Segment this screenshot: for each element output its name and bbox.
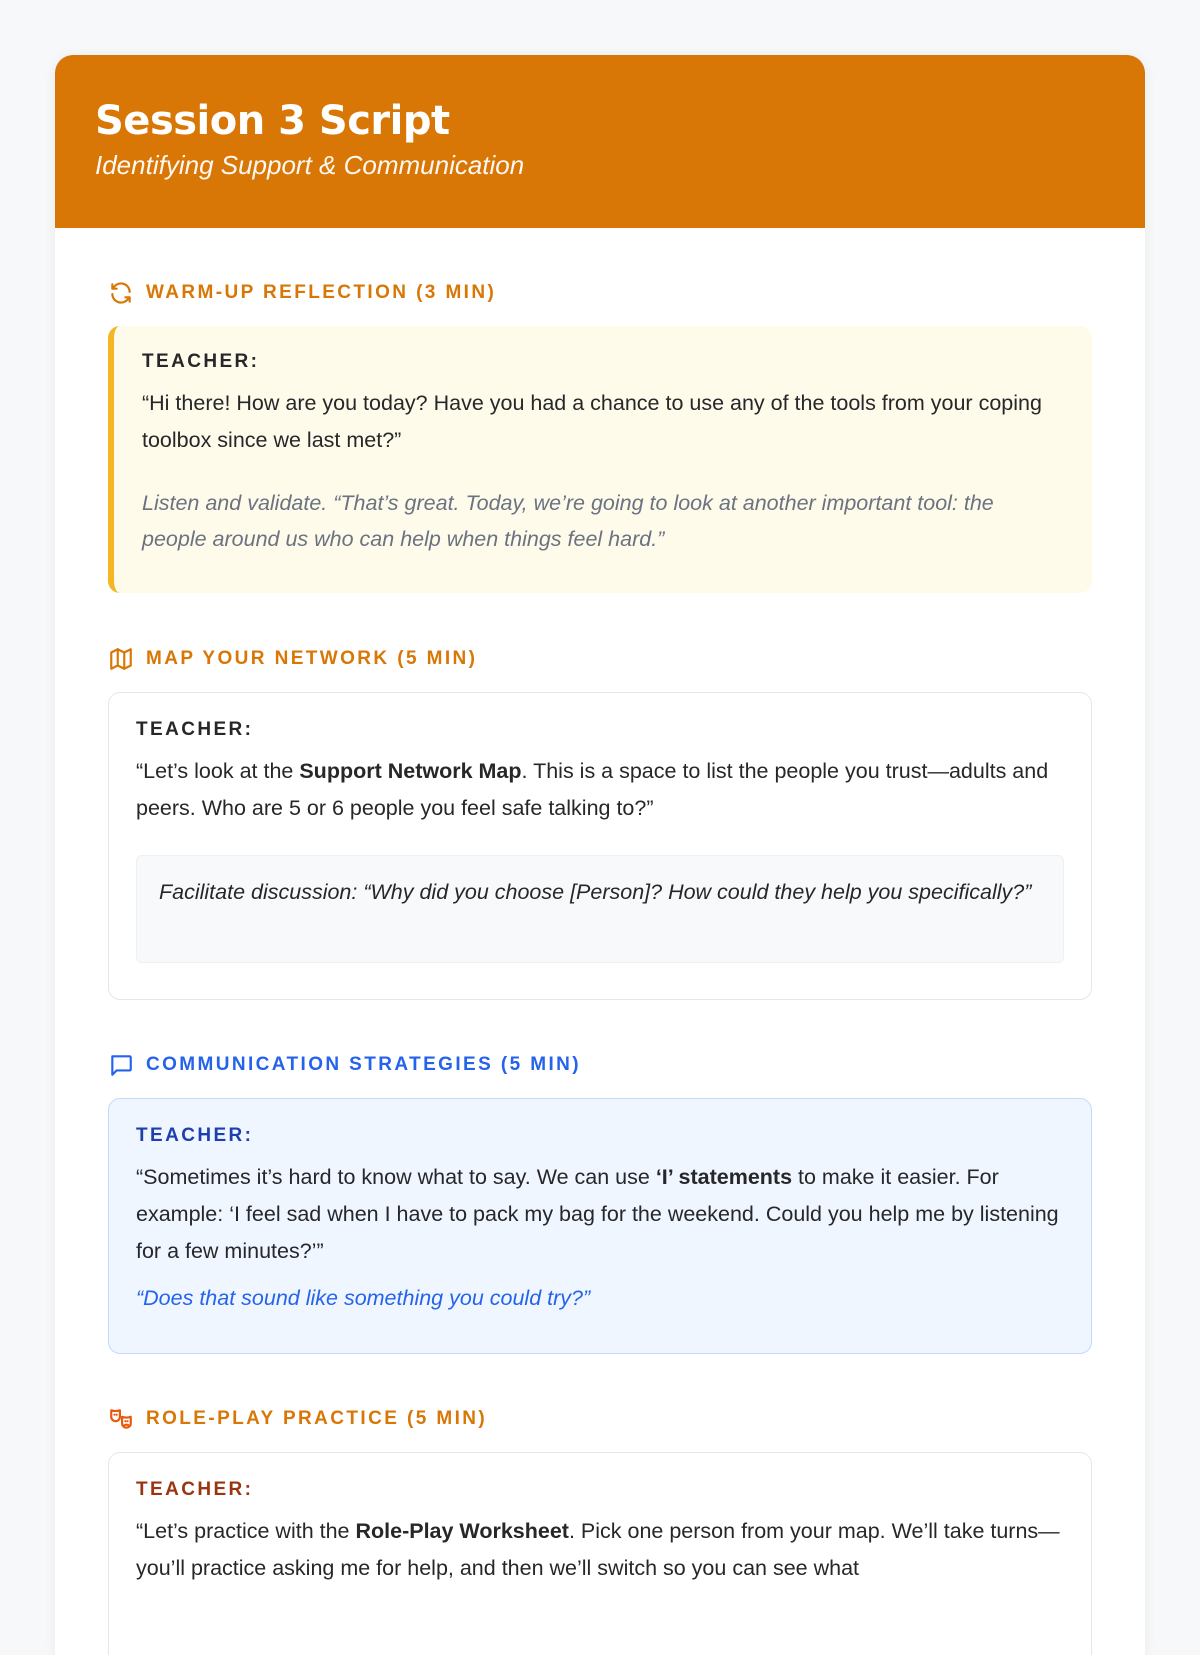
- teacher-quote: “Let’s practice with the Role-Play Worksheet. Pick one person from your map. We’ll take turns—you’ll practice asking me for help, and then we’ll switch so you can see what: [136, 1519, 1060, 1580]
- map-icon: [108, 646, 134, 672]
- speaker-label: TEACHER:: [136, 1479, 254, 1500]
- teacher-quote: “Let’s look at the Support Network Map. This is a space to list the people you trust—adults and peers. Who are 5 or 6 people you feel safe talking to?”: [136, 759, 1049, 820]
- page-subtitle: Identifying Support & Communication: [95, 150, 525, 180]
- section-title: MAP YOUR NETWORK (5 MIN): [146, 648, 478, 669]
- page-header: [55, 55, 1145, 228]
- teacher-quote: “Sometimes it’s hard to know what to say. We can use ‘I’ statements to make it easier. For example: ‘I feel sad when I have to pack my bag for the weekend. Could you help me by listening for a few minutes?’”: [136, 1165, 1059, 1263]
- chat-bubble-icon: [108, 1052, 134, 1078]
- warm-up-callout: [108, 326, 1092, 593]
- role-play-worksheet-term: Role-Play Worksheet: [355, 1519, 569, 1543]
- section-heading-role-play: [108, 1406, 1092, 1432]
- facilitator-note: Listen and validate. “That’s great. Today, we’re going to look at another important tool: the people around us who can help when things feel hard.”: [142, 491, 994, 551]
- teacher-quote: “Hi there! How are you today? Have you had a chance to use any of the tools from your coping toolbox since we last met?”: [142, 391, 1042, 452]
- speaker-label: TEACHER:: [136, 1125, 254, 1146]
- role-play-card: [108, 1452, 1092, 1655]
- page-title: Session 3 Script: [95, 98, 450, 144]
- speaker-label: TEACHER:: [142, 351, 260, 372]
- i-statements-term: ‘I’ statements: [655, 1165, 793, 1189]
- section-heading-communication: [108, 1052, 1092, 1078]
- speaker-label: TEACHER:: [136, 719, 254, 740]
- section-title: WARM-UP REFLECTION (3 MIN): [146, 282, 497, 303]
- follow-up-question: “Does that sound like something you could try?”: [136, 1286, 591, 1310]
- communication-callout: [108, 1098, 1092, 1354]
- section-heading-map-network: [108, 646, 1092, 672]
- refresh-icon: [108, 280, 134, 306]
- facilitator-note: Facilitate discussion: “Why did you choose [Person]? How could they help you specifically?”: [159, 880, 1032, 904]
- section-title: ROLE-PLAY PRACTICE (5 MIN): [146, 1408, 488, 1429]
- script-content: [55, 280, 1145, 1655]
- script-card: [55, 55, 1145, 1655]
- theater-masks-icon: [108, 1406, 134, 1432]
- section-heading-warm-up: [108, 280, 1092, 306]
- map-network-card: [108, 692, 1092, 1000]
- discussion-prompt: [136, 855, 1064, 963]
- section-title: COMMUNICATION STRATEGIES (5 MIN): [146, 1054, 581, 1075]
- support-network-map-term: Support Network Map: [299, 759, 522, 783]
